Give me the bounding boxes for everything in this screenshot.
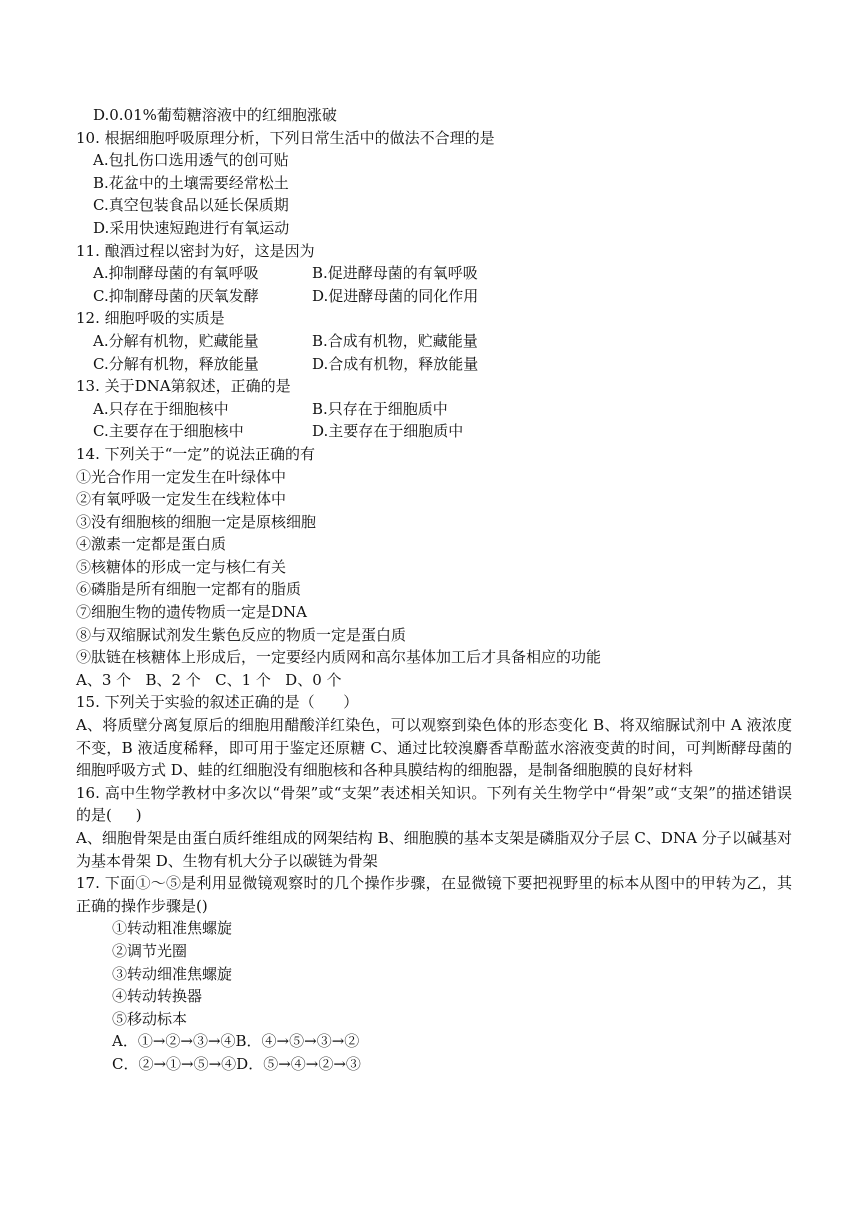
q11-option-d: D.促进酵母菌的同化作用 <box>312 286 479 305</box>
q12-option-c: C.分解有机物，释放能量 <box>93 354 259 373</box>
q17-step-3: ③转动细准焦螺旋 <box>112 964 233 983</box>
q16-options: A、细胞骨架是由蛋白质纤维组成的网架结构 B、细胞膜的基本支架是磷脂双分子层 C、DNA 分子以碱基对为基本骨架 D、生物有机大分子以碳链为骨架 <box>76 829 792 870</box>
q13-option-b: B.只存在于细胞质中 <box>312 399 448 418</box>
q14-stem: 14. 下列关于“一定”的说法正确的有 <box>76 444 315 463</box>
q15-options: A、将质壁分离复原后的细胞用醋酸洋红染色，可以观察到染色体的形态变化 B、将双缩脲试剂中 A 液浓度不变，B 液适度稀释，即可用于鉴定还原糖 C、通过比较溴麝香草酚蓝水溶液变黄的时间，可判断酵母菌的细胞呼吸方式 D、蛙的红细胞没有细胞核和各种具膜结构的细胞器，是制备细胞膜的良好材料 <box>76 716 792 780</box>
q12-option-a: A.分解有机物，贮藏能量 <box>93 331 259 350</box>
q14-options: A、3 个 B、2 个 C、1 个 D、0 个 <box>76 670 342 689</box>
q17-step-5: ⑤移动标本 <box>112 1009 188 1028</box>
q11-option-c: C.抑制酵母菌的厌氧发酵 <box>93 286 259 305</box>
q13-options-ab <box>76 398 792 421</box>
q13-stem: 13. 关于DNA第叙述，正确的是 <box>76 377 291 396</box>
q14-item-3: ③没有细胞核的细胞一定是原核细胞 <box>76 512 317 531</box>
q13-options-cd <box>76 420 792 443</box>
q14-item-6: ⑥磷脂是所有细胞一定都有的脂质 <box>76 580 302 599</box>
q14-item-8: ⑧与双缩脲试剂发生紫色反应的物质一定是蛋白质 <box>76 625 407 644</box>
exam-page <box>76 104 792 1076</box>
q11-option-a: A.抑制酵母菌的有氧呼吸 <box>93 264 259 283</box>
q12-option-d: D.合成有机物，释放能量 <box>312 354 479 373</box>
q11-options-ab <box>76 262 792 285</box>
q13-option-a: A.只存在于细胞核中 <box>93 399 229 418</box>
q12-option-b: B.合成有机物，贮藏能量 <box>312 331 478 350</box>
q14-item-9: ⑨肽链在核糖体上形成后，一定要经内质网和高尔基体加工后才具备相应的功能 <box>76 648 602 667</box>
q14-item-4: ④激素一定都是蛋白质 <box>76 535 227 554</box>
q10-option-d: D.采用快速短跑进行有氧运动 <box>93 218 290 237</box>
q9-option-d: D.0.01%葡萄糖溶液中的红细胞涨破 <box>93 106 337 124</box>
q17-options-ab: A．①→②→③→④B．④→⑤→③→② <box>112 1032 360 1051</box>
q12-options-ab <box>76 330 792 353</box>
q17-step-1: ①转动粗准焦螺旋 <box>112 919 233 938</box>
q12-options-cd <box>76 353 792 376</box>
q17-stem: 17. 下面①～⑤是利用显微镜观察时的几个操作步骤，在显微镜下要把视野里的标本从图中的甲转为乙，其正确的操作步骤是() <box>76 874 792 915</box>
q14-item-1: ①光合作用一定发生在叶绿体中 <box>76 467 287 486</box>
q17-step-2: ②调节光圈 <box>112 941 188 960</box>
q14-item-7: ⑦细胞生物的遗传物质一定是DNA <box>76 603 307 622</box>
q17-options-cd: C．②→①→⑤→④D．⑤→④→②→③ <box>112 1054 361 1073</box>
q15-stem: 15. 下列关于实验的叙述正确的是（ ） <box>76 693 359 712</box>
q10-option-c: C.真空包装食品以延长保质期 <box>93 196 289 215</box>
q10-option-a: A.包扎伤口选用透气的创可贴 <box>93 151 289 170</box>
q17-step-4: ④转动转换器 <box>112 987 203 1006</box>
q13-option-d: D.主要存在于细胞质中 <box>312 422 464 441</box>
q10-stem: 10. 根据细胞呼吸原理分析，下列日常生活中的做法不合理的是 <box>76 128 495 147</box>
q11-stem: 11. 酿酒过程以密封为好，这是因为 <box>76 241 315 260</box>
q11-option-b: B.促进酵母菌的有氧呼吸 <box>312 264 478 283</box>
q11-options-cd <box>76 285 792 308</box>
q16-stem: 16. 高中生物学教材中多次以“骨架”或“支架”表述相关知识。下列有关生物学中“骨架”或“支架”的描述错误的是( ) <box>76 783 792 825</box>
q12-stem: 12. 细胞呼吸的实质是 <box>76 309 225 328</box>
q10-option-b: B.花盆中的土壤需要经常松土 <box>93 173 289 192</box>
q14-item-5: ⑤核糖体的形成一定与核仁有关 <box>76 557 287 576</box>
q13-option-c: C.主要存在于细胞核中 <box>93 422 244 441</box>
q14-item-2: ②有氧呼吸一定发生在线粒体中 <box>76 490 287 509</box>
